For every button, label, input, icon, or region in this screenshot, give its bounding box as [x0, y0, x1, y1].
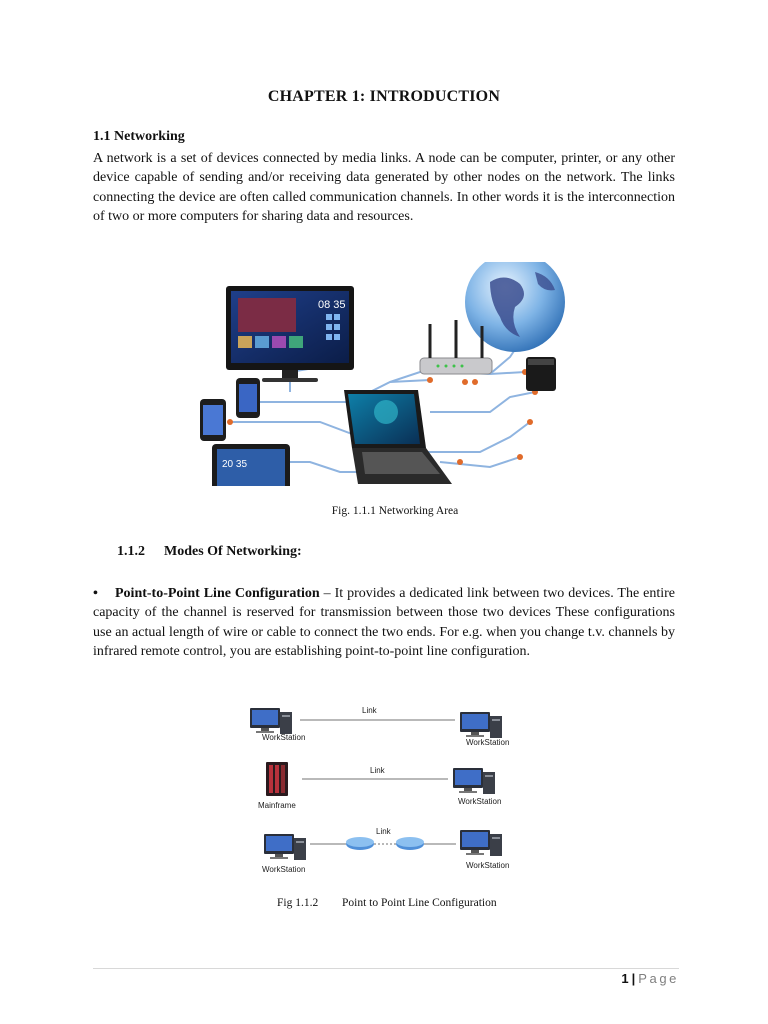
bullet-paragraph: [93, 584, 675, 662]
chapter-title: CHAPTER 1: INTRODUCTION: [267, 88, 501, 105]
link-label: Link: [376, 827, 391, 836]
workstation-icon: [264, 834, 306, 860]
figure1-caption: Fig. 1.1.1 Networking Area: [331, 505, 459, 517]
workstation-label: WorkStation: [466, 861, 510, 870]
subsection-number: 1.1.2: [117, 544, 145, 559]
link-label: Link: [370, 766, 385, 775]
workstation-label: WorkStation: [466, 738, 510, 747]
footer-divider: [93, 968, 679, 969]
section-paragraph: A network is a set of devices connected by media links. A node can be computer, printer, or any other device capable of sending and/or receiving data generated by other nodes on the network. The links connecting the device are often called communication channels. In other words it is the interconnection of two or more computers for sharing data and resources.: [93, 151, 675, 225]
mainframe-label: Mainframe: [258, 801, 296, 810]
section-heading: 1.1 Networking: [93, 129, 185, 144]
link-label: Link: [362, 706, 377, 715]
page-number: 1: [621, 971, 629, 986]
subsection-title: Modes Of Networking:: [164, 544, 302, 559]
tablet-clock: 20 35: [222, 459, 248, 470]
bullet-term: Point-to-Point Line Configuration: [115, 586, 320, 601]
workstation-icon: [460, 830, 502, 856]
bullet-symbol: •: [93, 586, 98, 601]
workstation-icon: [460, 712, 502, 738]
bullet-text: It provides a dedicated link between two devices. The entire capacity of the channel is reserved for transmission between those two devices These configurations use an actual length of wire or cable to connect the two ends. For e.g. when you change t.v. channels by infrared remote control, you are establishing point-to-point line configuration.: [93, 586, 676, 660]
workstation-label: WorkStation: [458, 797, 502, 806]
workstation-icon: [453, 768, 495, 794]
bullet-dash: –: [319, 586, 335, 601]
networking-area-illustration: [190, 262, 570, 486]
subsection-heading: [117, 544, 302, 560]
point-to-point-diagram: [240, 700, 530, 880]
tv-clock: 08 35: [318, 299, 346, 311]
figure2-caption: [277, 897, 497, 909]
workstation-label: WorkStation: [262, 865, 306, 874]
page-word: Page: [638, 971, 679, 986]
workstation-label: WorkStation: [262, 733, 306, 742]
figure2-caption-text: Point to Point Line Configuration: [342, 897, 497, 909]
figure2-caption-number: Fig 1.1.2: [277, 897, 319, 909]
footer-separator: |: [631, 971, 636, 986]
workstation-icon: [250, 708, 292, 734]
router-icon: [346, 837, 374, 850]
page-footer: [621, 971, 679, 986]
router-icon: [396, 837, 424, 850]
